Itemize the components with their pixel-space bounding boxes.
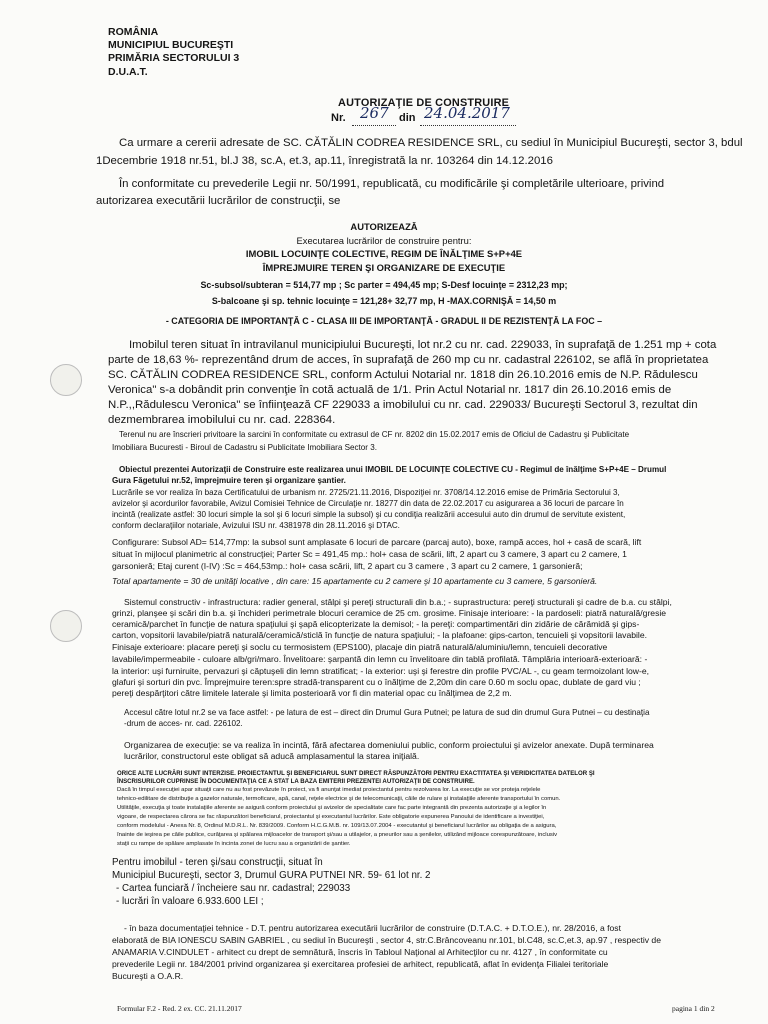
- location-address: Municipiul Bucureşti, sector 3, Drumul GURA PUTNEI NR. 59- 61 lot nr. 2: [112, 870, 431, 881]
- authorize-line: ÎMPREJMUIRE TEREN ŞI ORGANIZARE DE EXECUŢIE: [262, 263, 506, 274]
- intro-line: autorizarea executării lucrărilor de construcţii, se: [96, 195, 341, 207]
- fine-print-line: înainte de ieşirea pe căile publice, curăţarea şi spălarea mijloacelor de transport şi/sau a utilajelor, a pneurilor sau a şenilelor, utilizând mijloace corespunzătoare, inclusiv: [117, 832, 558, 838]
- page-number: pagina 1 din 2: [672, 1004, 715, 1013]
- technical-line: ANAMARIA V.CINDULET - arhitect cu drept de semnătură, înscris în Tabloul Naţional al Arhitecţilor cu nr. 4127 , în conformitate cu: [112, 947, 608, 957]
- system-line: Finisaje exterioare: placare pereţi şi soclu cu termosistem (EPS100), placaje din piatră naturală/aluminiu/lemn, tencuieli decorative: [112, 642, 608, 652]
- terrain-line: Imobiliara Bucuresti - Biroul de Cadastru si Publicitate Imobiliara Sector 3.: [112, 443, 377, 452]
- system-line: ceramică/parchet în funcţie de natura spaţiului şi şapă elicopterizate la demisol; - la pereţi: compartimentări din zidărie de cărămidă şi gips-: [112, 619, 640, 629]
- property-line: dezmembrarea imobilului cu nr. cad. 228364.: [108, 414, 336, 426]
- terrain-line: Terenul nu are înscrieri privitoare la sarcini în conformitate cu extrasul de CF nr. 8202 din 15.02.2017 emis de Oficiul de Cadastru şi Publicitate: [119, 430, 630, 439]
- authorization-date: 24.04.2017: [424, 104, 510, 122]
- object-line: Gura Făgetului nr.52, împrejmuire teren şi organizare şantier.: [112, 476, 346, 485]
- property-line: Imobilul teren situat în intravilanul municipiului Bucureşti, lot nr.2 cu nr. cad. 229033, în suprafaţă de 1.251 mp + cota: [129, 339, 717, 351]
- cadastral-number-line: - Cartea funciară / încheiere sau nr. cadastral; 229033: [116, 883, 351, 894]
- authorize-heading: AUTORIZEAZĂ: [350, 222, 418, 233]
- works-value-line: - lucrări în valoare 6.933.600 LEI ;: [116, 896, 264, 907]
- surface-areas-line: Sc-subsol/subteran = 514,77 mp ; Sc parter = 494,45 mp; S-Desf locuinţe = 2312,23 mp;: [200, 280, 568, 290]
- warning-line: ÎNSCRISURILOR CUPRINSE ÎN DOCUMENTAŢIA CE A STAT LA BAZA EMITERII PREZENTEI AUTORIZAŢII DE CONSTRUIRE.: [117, 778, 475, 785]
- system-line: carton, vopsitorii lavabile/piatră naturală/ceramică/sticlă în funcţie de natura spaţiului; - la plafoane: gips-carton, tencuieli şi vopsitorii lavabile.: [112, 630, 647, 640]
- authorize-line: IMOBIL LOCUINŢE COLECTIVE, REGIM DE ÎNĂLŢIME S+P+4E: [245, 249, 523, 260]
- form-code: Formular F.2 - Red. 2 ex. CC. 21.11.2017: [117, 1004, 242, 1013]
- punch-hole-top: [50, 364, 82, 396]
- header-line-department: D.U.A.T.: [108, 66, 148, 78]
- system-line: Sistemul constructiv - infrastructura: radier general, stâlpi şi pereţi structurali din b.a.; - suprastructura: pereţi structurali şi cadre de b.a. cu stâlpi,: [124, 597, 672, 607]
- number-underline: [352, 125, 396, 126]
- balcony-height-line: S-balcoane şi sp. tehnic locuinţe = 121,28+ 32,77 mp, H -MAX.CORNIŞĂ = 14,50 m: [211, 296, 557, 306]
- property-line: parte de 18,63 %- reprezentând drum de acces, în suprafaţă de 260 mp cu nr. cadastral 226102, se află în proprietatea: [108, 354, 709, 366]
- fine-print-line: tehnico-edilitare de distribuţie a gazelor naturale, termoficare, apă, canal, reţele electrice şi de telecomunicaţii, căile de rulare şi instalaţiile aferente transportului în comun.: [117, 796, 561, 802]
- system-line: grinzi, planşee şi scări din b.a. şi închideri perimetrale blocuri ceramice de 25 cm. grosime. Finisaje interioare: - la pardoseli: piatră naturală/gresie: [112, 608, 667, 618]
- object-line: Lucrările se vor realiza în baza Certificatului de urbanism nr. 2725/21.11.2016, Dispoziţiei nr. 3708/14.12.2016 emise de Primăria Sectorului 3,: [112, 488, 620, 497]
- fine-print-line: staţii cu rampe de spălare amplasate în incinta zonei de lucru sau a organizării de şantier.: [117, 841, 351, 847]
- header-line-city-hall: PRIMĂRIA SECTORULUI 3: [108, 52, 240, 64]
- organization-line: Organizarea de execuţie: se va realiza în incintă, fără afectarea domeniului public, conform proiectului şi avizelor anexate. După terminarea: [124, 740, 654, 750]
- date-underline: [420, 125, 516, 126]
- system-line: lavabile/impermeabile - culoare alb/gri/maro. Învelitoare: şarpantă din lemn cu învelitoare din tablă profilată. Tâmplăria interioară-exterioară: -: [112, 654, 648, 664]
- authorize-line: Executarea lucrărilor de construire pentru:: [296, 236, 472, 247]
- fine-print-line: vigoare, de respectarea cărora se fac răspunzători beneficiarul, proiectantul şi executantul lucrărilor. Este obligatorie expunerea Panoului de identificare a investiţiei,: [117, 814, 545, 820]
- header-line-country: ROMÂNIA: [108, 26, 159, 38]
- technical-line: Bucureşti a O.A.R.: [112, 971, 184, 981]
- property-line: Veronica" s-a dobândit prin convenţie în cotă actuală de 1/1. Prin Actul Notarial nr. 1817 din 26.10.2016 emis de: [108, 384, 672, 396]
- configuration-line: situat în mijlocul planimetric al construcţiei; Parter Sc = 491,45 mp.: hol+ casa de scării, lift, 2 apart cu 3 camere, 3 apart cu 2 camere, 1: [112, 549, 627, 559]
- punch-hole-bottom: [50, 610, 82, 642]
- property-line: N.P.,,Rădulescu Veronica" se înfiinţează CF 229033 a imobilului cu nr. cad. 229033/ Bucureşti Sectorul 3, rezultat din: [108, 399, 698, 411]
- technical-line: - în baza documentaţiei tehnice - D.T. pentru autorizarea executării lucrărilor de construire (D.T.A.C. + D.T.O.E.), nr. 28/2016, a fost: [124, 923, 621, 933]
- authorization-number: 267: [360, 104, 389, 122]
- technical-line: elaborată de BIA IONESCU SABIN GABRIEL , cu sediul în Bucureşti , sector 4, str.C.Brâncoveanu nr.101, bl.C48, sc.C,et.3, ap.97 , respectiv de: [112, 935, 661, 945]
- system-line: glafuri şi sorturi din pvc. Împrejmuire teren:spre stradă-transparent cu o înălţime de 2,20m din care 0.60 m soclu opac, dublate de gard viu ;: [112, 677, 641, 687]
- number-label: Nr.: [331, 112, 346, 124]
- access-line: Accesul către lotul nr.2 se va face astfel: - pe latura de est – direct din Drumul Gura Putnei; pe latura de sud din drumul Gura Putnei – cu destinaţia: [124, 708, 650, 717]
- document-title: AUTORIZAŢIE DE CONSTRUIRE: [338, 97, 510, 109]
- fine-print-line: conform modelului - Anexa Nr. 8, Ordinul M.D.R.L. Nr. 839/2009. Conform H.C.G.M.B. nr. 109/13.07.2004 - executantul şi beneficiarul lucrărilor au obligaţia de a asigura,: [117, 823, 557, 829]
- object-line: incintă (realizate astfel: 30 locuri simple la sol şi 6 locuri simple la subsol) şi cu condiţia realizării accesului auto din drumul de servitute existent,: [112, 510, 626, 519]
- fine-print-line: Dacă în timpul execuţiei apar situaţii care nu au fost prevăzute în proiect, va fi anunţat imediat proiectantul pentru rezolvarea lor. La execuţie se vor proteja reţelele: [117, 787, 541, 793]
- object-line: conform declaraţiilor notariale, Avizului ISU nr. 4381978 din 28.11.2016 şi DTAC.: [112, 521, 400, 530]
- configuration-line: garsonieră; Etaj curent (I-IV) :Sc = 464,53mp.: hol+ casa scării, lift, 2 apart cu 3 camere , 3 apart cu 2 camere, 1 garsonieră;: [112, 561, 583, 571]
- header-line-municipality: MUNICIPIUL BUCUREŞTI: [108, 39, 234, 51]
- access-line: -drum de acces- nr. cad. 226102.: [124, 719, 243, 728]
- warning-line: ORICE ALTE LUCRĂRI SUNT INTERZISE. PROIECTANTUL ŞI BENEFICIARUL SUNT DIRECT RĂSPUNZĂTORI PENTRU EXACTITATEA ŞI VERIDICITATEA DATELOR ŞI: [117, 770, 595, 777]
- configuration-line: Configurare: Subsol AD= 514,77mp: la subsol sunt amplasate 6 locuri de parcare (parcaj auto), boxe, rampă acces, hol + casă de scară, lift: [112, 537, 642, 547]
- location-line: Pentru imobilul - teren şi/sau construcţii, situat în: [112, 857, 323, 868]
- object-line: Obiectul prezentei Autorizaţii de Construire este realizarea unui IMOBIL DE LOCUINŢE COLECTIVE CU - Regimul de înălţime S+P+4E – Drumul: [119, 465, 667, 474]
- object-line: avizelor şi acordurilor favorabile, Avizul Comisiei Tehnice de Circulaţie nr. 18277 din data de 22.02.2017 cu asigurarea a 36 locuri de parcare în: [112, 499, 624, 508]
- intro-line: 1Decembrie 1918 nr.51, bl.J 38, sc.A, et.3, ap.11, înregistrată la nr. 103264 din 14.12.2016: [96, 155, 553, 167]
- date-label: din: [399, 112, 416, 124]
- technical-line: prevederile Legii nr. 184/2001 privind organizarea şi exercitarea profesiei de arhitect, republicată, aflat în evidenţa Filialei teritoriale: [112, 959, 609, 969]
- organization-line: lucrărilor, constructorul este obligat să aducă amplasamentul la starea iniţială.: [124, 751, 420, 761]
- property-line: SC. CĂTĂLIN CODREA RESIDENCE SRL, conform Actului Notarial nr. 1818 din 26.10.2016 emis de N.P. Rădulescu: [108, 369, 698, 381]
- intro-line: Ca urmare a cererii adresate de SC. CĂTĂLIN CODREA RESIDENCE SRL, cu sediul în Municipiul Bucureşti, sector 3, bdul: [119, 137, 743, 149]
- fine-print-line: Utilităţile, execuţia şi toate instalaţiile aferente se asigură conform proiectului şi avizelor de specialitate care fac parte integrantă din prezenta autorizaţie şi a legilor în: [117, 805, 547, 811]
- system-line: la interior: uşi furniruite, pervazuri şi căptuşeli din lemn stratificat; - la exterior: uşi şi ferestre din profile PVC/AL -, cu geam termoizolant low-e,: [112, 666, 650, 676]
- apartments-total-line: Total apartamente = 30 de unităţi locative , din care: 15 apartamente cu 2 camere şi 10 apartamente cu 3 camere, 5 garsonieră.: [112, 576, 598, 586]
- intro-line: În conformitate cu prevederile Legii nr. 50/1991, republicată, cu modificările şi completările ulterioare, privind: [119, 178, 665, 190]
- importance-category-line: - CATEGORIA DE IMPORTANŢĂ C - CLASA III DE IMPORTANŢĂ - GRADUL II DE REZISTENŢĂ LA FOC –: [165, 316, 603, 326]
- system-line: pereţi despărţitori către limitele laterale şi limita posterioară vor fi din material opac cu înălţimea de 2,2 m.: [112, 688, 512, 698]
